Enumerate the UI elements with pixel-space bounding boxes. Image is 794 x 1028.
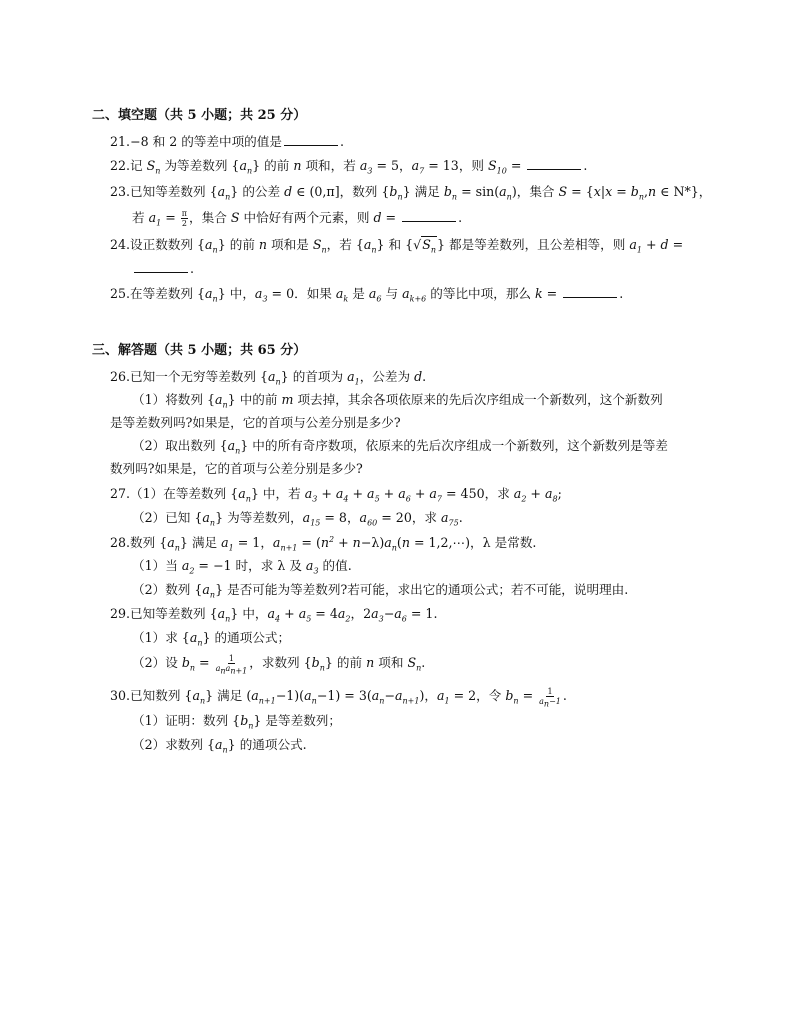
question-29-part-2: （2）设 $b_n$ = $\frac{1}{a_na_{n+1}}$ ，求数列 $\{b_n\}$ 的前 n 项和 $S_n$. xyxy=(132,654,426,676)
question-24-line-1: 24.设正数数列 $\{a_n\}$ 的前 n 项和是 $S_n$，若 $\{a_n\}$ 和 $\{√S_n\}$ 都是等差数列，且公差相等，则 $a_1 + d$ = xyxy=(110,237,684,255)
question-29: 29.已知等差数列 $\{a_n\}$ 中，$a_4 + a_5 = 4a_2$，$2a_3-a_6 = 1$. xyxy=(110,606,438,624)
section-heading-fill-in: 二、填空题（共 5 小题；共 25 分） xyxy=(92,108,307,123)
question-21: 21.−8 和 2 的等差中项的值是 . xyxy=(110,134,344,149)
fraction-1-over-an-minus-1: $\frac{1}{a_n-1}$ xyxy=(539,687,561,709)
fraction-1-over-anan1: $\frac{1}{a_na_{n+1}}$ xyxy=(215,654,248,676)
answer-blank[interactable] xyxy=(134,260,188,273)
answer-blank[interactable] xyxy=(284,133,338,146)
question-29-part-1: （1）求 $\{a_n\}$ 的通项公式； xyxy=(132,630,291,648)
answer-blank[interactable] xyxy=(527,157,581,170)
question-22: 22.记 $S_n$ 为等差数列 $\{a_n\}$ 的前 n 项和，若 $a_3 = 5$，$a_7 = 13$，则 $S_{10}$ = . xyxy=(110,158,588,176)
question-27-part-2: （2）已知 $\{a_n\}$ 为等差数列，$a_{15} = 8$，$a_{60} = 20$，求 $a_{75}$. xyxy=(132,510,463,528)
question-26-part-1-cont: 是等差数列吗?如果是，它的首项与公差分别是多少? xyxy=(110,415,401,430)
question-26-part-2: （2）取出数列 $\{a_n\}$ 中的所有奇序数项，依原来的先后次序组成一个新数列，这个新数列是等差 xyxy=(132,438,668,456)
question-25: 25.在等差数列 $\{a_n\}$ 中，$a_3 = 0$．如果 $a_k$ 是 $a_6$ 与 $a_{k+6}$ 的等比中项，那么 k = . xyxy=(110,286,624,304)
question-23-line-2: 若 $a_1$ = $\frac{\pi}{2}$ ，集合 S 中恰好有两个元素，则 d = . xyxy=(132,209,463,228)
answer-blank[interactable] xyxy=(402,209,456,222)
section-heading-solutions: 三、解答题（共 5 小题；共 65 分） xyxy=(92,343,307,358)
fraction-pi-over-2: $\frac{\pi}{2}$ xyxy=(181,209,188,228)
question-28-part-1: （1）当 $a_2 = -1$ 时，求 λ 及 $a_3$ 的值. xyxy=(132,558,352,576)
question-28: 28.数列 $\{a_n\}$ 满足 $a_1 = 1$，$a_{n+1} = (n^2 + n-\lambda)a_n(n$ = 1,2,⋯)，λ 是常数. xyxy=(110,534,537,553)
answer-blank[interactable] xyxy=(563,285,617,298)
question-24-line-2: . xyxy=(132,260,194,278)
question-23-line-1: 23.已知等差数列 $\{a_n\}$ 的公差 d ∈ (0,π]，数列 $\{b_n\}$ 满足 $b_n = \sin(a_n)$，集合 $S = \{x|x = b_n,n$ ∈ N*}， xyxy=(110,184,712,202)
question-28-part-2: （2）数列 $\{a_n\}$ 是否可能为等差数列?若可能，求出它的通项公式；若不可能，说明理由. xyxy=(132,582,629,600)
question-26-part-1: （1）将数列 $\{a_n\}$ 中的前 m 项去掉，其余各项依原来的先后次序组成一个新数列，这个新数列 xyxy=(132,392,663,410)
question-30-part-2: （2）求数列 $\{a_n\}$ 的通项公式. xyxy=(132,737,307,755)
question-30: 30.已知数列 $\{a_n\}$ 满足 $(a_{n+1}-1)(a_n-1) = 3(a_n-a_{n+1})$，$a_1 = 2$，令 $b_n$ = $\frac{1}{a_n-1}$ . xyxy=(110,687,567,709)
question-26-part-2-cont: 数列吗?如果是，它的首项与公差分别是多少? xyxy=(110,461,363,476)
question-30-part-1: （1）证明：数列 $\{b_n\}$ 是等差数列； xyxy=(132,713,341,731)
question-27-part-1: 27.（1）在等差数列 $\{a_n\}$ 中，若 $a_3 + a_4 + a_5 + a_6 + a_7 = 450$，求 $a_2 + a_8$; xyxy=(110,486,562,504)
question-26: 26.已知一个无穷等差数列 $\{a_n\}$ 的首项为 $a_1$，公差为 d. xyxy=(110,369,427,387)
